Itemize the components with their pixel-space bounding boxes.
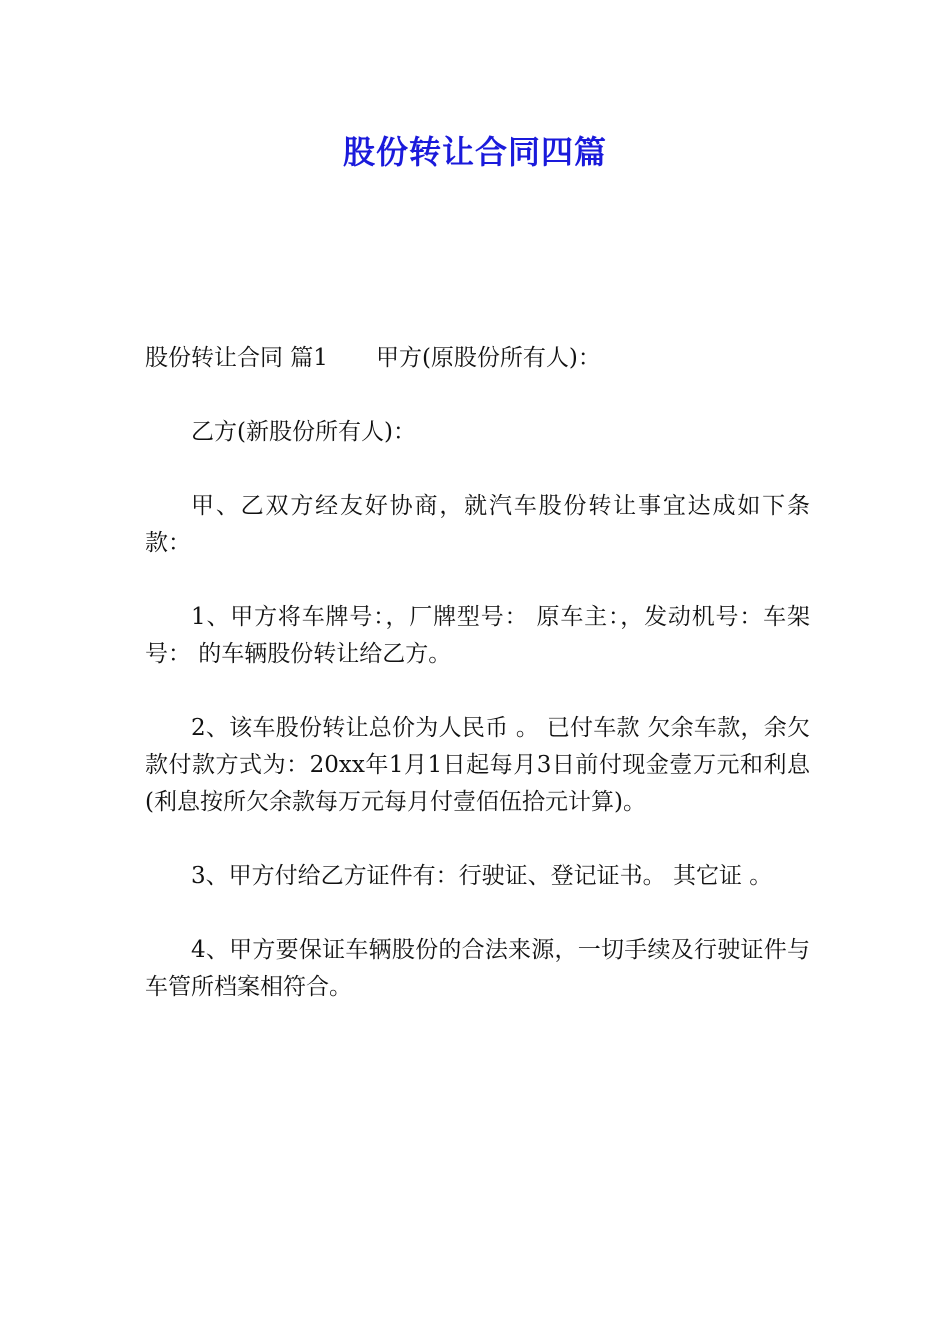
paragraph-clause-3: 3、甲方付给乙方证件有：行驶证、登记证书。 其它证 。 [191, 863, 773, 889]
paragraph-clause-2: 2、该车股份转让总价为人民币 。 已付车款 欠余车款，余欠款付款方式为：20xx年1月1日起每月3日前付现金壹万元和利息(利息按所欠余款每万元每月付壹佰伍拾元计算)。 [145, 715, 810, 815]
paragraph-party-b: 乙方(新股份所有人)： [191, 419, 416, 445]
party-a-line: 甲方(原股份所有人)： [375, 345, 601, 371]
paragraph-clause-4: 4、甲方要保证车辆股份的合法来源，一切手续及行驶证件与车管所档案相符合。 [145, 937, 810, 1000]
paragraph-agreement: 甲、乙双方经友好协商，就汽车股份转让事宜达成如下条款： [145, 493, 810, 556]
contract-heading-line [145, 340, 810, 377]
document-title: 股份转让合同四篇 [342, 133, 607, 171]
paragraph-clause-1: 1、甲方将车牌号：，厂牌型号： 原车主：，发动机号：车架号： 的车辆股份转让给乙方。 [145, 604, 810, 667]
document-body [145, 340, 810, 1043]
contract-section-label: 股份转让合同 篇1 [145, 345, 328, 371]
